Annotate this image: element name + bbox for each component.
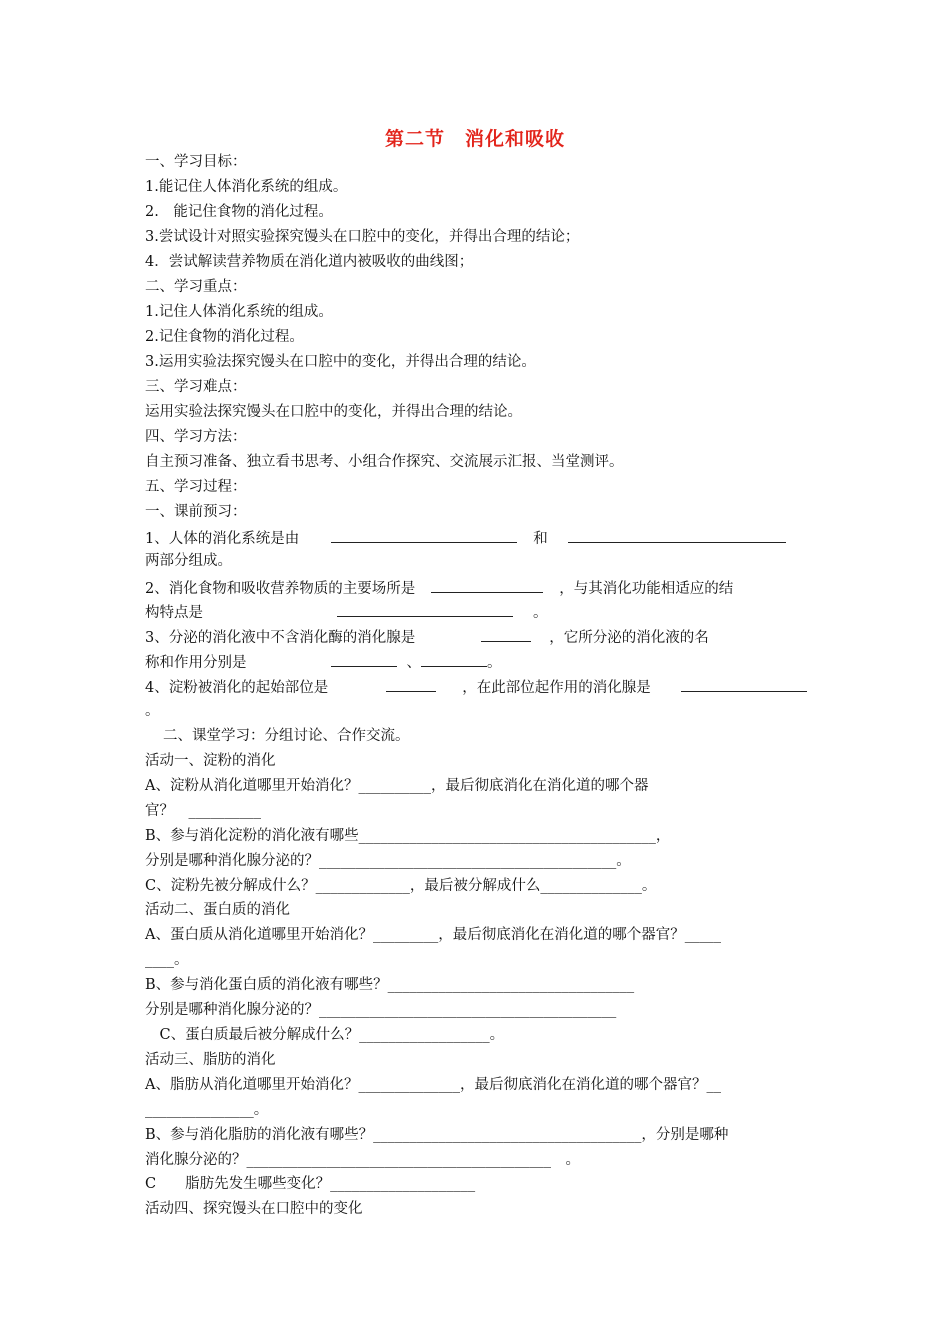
activity-3-title: 活动三、脂肪的消化 xyxy=(145,1052,276,1068)
answer-blank[interactable] xyxy=(421,652,487,667)
question-text: 3、分泌的消化液中不含消化酶的消化腺是 xyxy=(145,630,416,646)
text-line: A、淀粉从消化道哪里开始消化？__________，最后彻底消化在消化道的哪个器 xyxy=(145,778,649,794)
text-line: B、参与消化淀粉的消化液有哪些_________________________________________， xyxy=(145,828,671,844)
section-heading: 四、学习方法： xyxy=(145,429,247,445)
section-heading: 一、学习目标： xyxy=(145,154,247,170)
text-line: B、参与消化脂肪的消化液有哪些？_____________________________________，分别是哪种 xyxy=(145,1127,729,1143)
text-line: 1.能记住人体消化系统的组成。 xyxy=(145,179,348,195)
section-heading: 一、课前预习： xyxy=(145,504,247,520)
answer-blank[interactable] xyxy=(568,528,786,543)
text-line: 分别是哪种消化腺分泌的？_________________________________________。 xyxy=(145,853,631,869)
question-text: 2、消化食物和吸收营养物质的主要场所是 xyxy=(145,581,416,597)
text-line: 分别是哪种消化腺分泌的？_________________________________________ xyxy=(145,1002,617,1018)
text-line: 两部分组成。 xyxy=(145,553,232,569)
question-3 xyxy=(145,627,709,647)
question-3-cont xyxy=(145,652,502,672)
answer-blank[interactable] xyxy=(431,578,543,593)
text-line: _______________。 xyxy=(145,1102,269,1118)
section-heading: 二、课堂学习：分组讨论、合作交流。 xyxy=(163,728,410,744)
question-text: 1、人体的消化系统是由 xyxy=(145,531,300,547)
question-text: 4、淀粉被消化的起始部位是 xyxy=(145,680,329,696)
question-2 xyxy=(145,578,733,598)
text-line: A、蛋白质从消化道哪里开始消化？_________，最后彻底消化在消化道的哪个器官？_____ xyxy=(145,927,721,943)
text-line: 2. 能记住食物的消化过程。 xyxy=(145,204,333,220)
question-text: ，与其消化功能相适应的结 xyxy=(559,581,734,597)
text-line: 1.记住人体消化系统的组成。 xyxy=(145,304,333,320)
text-line: B、参与消化蛋白质的消化液有哪些？__________________________________ xyxy=(145,977,635,993)
text-line: 运用实验法探究馒头在口腔中的变化，并得出合理的结论。 xyxy=(145,404,522,420)
answer-blank[interactable] xyxy=(331,652,397,667)
text-line: C、蛋白质最后被分解成什么？__________________。 xyxy=(145,1027,505,1043)
question-4 xyxy=(145,677,807,697)
activity-4-title: 活动四、探究馒头在口腔中的变化 xyxy=(145,1201,363,1217)
question-text: 称和作用分别是 xyxy=(145,655,247,671)
answer-blank[interactable] xyxy=(481,627,531,642)
section-heading: 三、学习难点： xyxy=(145,379,247,395)
question-text: 。 xyxy=(487,655,502,671)
question-text: 构特点是 xyxy=(145,605,203,621)
answer-blank[interactable] xyxy=(386,677,436,692)
question-text: ，它所分泌的消化液的名 xyxy=(549,630,709,646)
answer-blank[interactable] xyxy=(331,528,517,543)
text-line: C 脂肪先发生哪些变化？____________________ xyxy=(145,1176,476,1192)
question-text: 。 xyxy=(533,605,548,621)
section-heading: 五、学习过程： xyxy=(145,479,247,495)
text-line: A、脂肪从消化道哪里开始消化？______________，最后彻底消化在消化道的哪个器官？__ xyxy=(145,1077,721,1093)
section-heading: 二、学习重点： xyxy=(145,279,247,295)
question-2-cont xyxy=(145,602,548,622)
answer-blank[interactable] xyxy=(337,602,513,617)
question-text: ，在此部位起作用的消化腺是 xyxy=(462,680,651,696)
text-line: 官？ __________ xyxy=(145,803,261,819)
text-line: 2.记住食物的消化过程。 xyxy=(145,329,304,345)
text-line: 4．尝试解读营养物质在消化道内被吸收的曲线图； xyxy=(145,254,474,270)
question-1 xyxy=(145,528,786,548)
text-line: 3.尝试设计对照实验探究馒头在口腔中的变化，并得出合理的结论； xyxy=(145,229,580,245)
answer-blank[interactable] xyxy=(681,677,807,692)
text-line: ____。 xyxy=(145,952,189,968)
activity-2-title: 活动二、蛋白质的消化 xyxy=(145,902,290,918)
text-line: C、淀粉先被分解成什么？_____________，最后被分解成什么______________。 xyxy=(145,878,657,894)
text-line: 。 xyxy=(145,703,160,719)
text-line: 自主预习准备、独立看书思考、小组合作探究、交流展示汇报、当堂测评。 xyxy=(145,454,624,470)
page-title: 第二节 消化和吸收 xyxy=(384,128,565,150)
text-line: 3.运用实验法探究馒头在口腔中的变化，并得出合理的结论。 xyxy=(145,354,536,370)
activity-1-title: 活动一、淀粉的消化 xyxy=(145,753,276,769)
question-text: 、 xyxy=(406,655,421,671)
question-text: 和 xyxy=(533,531,548,547)
text-line: 消化腺分泌的？__________________________________________ 。 xyxy=(145,1152,580,1168)
